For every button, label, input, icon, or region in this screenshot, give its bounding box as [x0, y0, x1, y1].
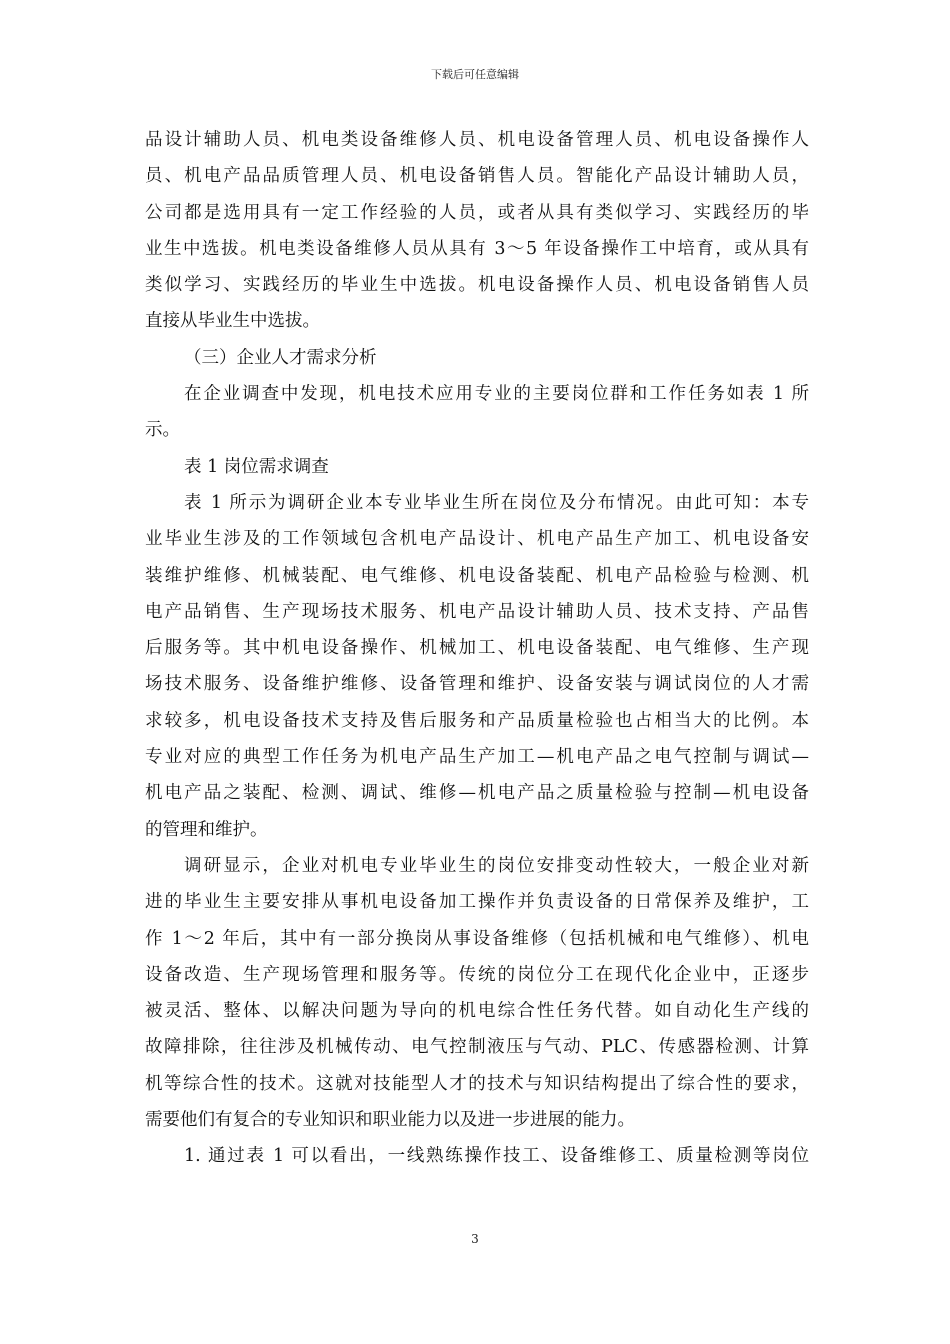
- text-line: 机等综合性的技术。这就对技能型人才的技术与知识结构提出了综合性的要求，: [145, 1073, 809, 1094]
- text-line: 专业对应的典型工作任务为机电产品生产加工—机电产品之电气控制与调试—: [145, 747, 809, 768]
- text-line: 需要他们有复合的专业知识和职业能力以及进一步进展的能力。: [145, 1110, 635, 1131]
- text-line: 设备改造、生产现场管理和服务等。传统的岗位分工在现代化企业中，正逐步: [145, 964, 809, 985]
- page-number: 3: [471, 1232, 479, 1246]
- text-line: 场技术服务、设备维护维修、设备管理和维护、设备安装与调试岗位的人才需: [145, 674, 809, 695]
- text-line: 机电产品之装配、检测、调试、维修—机电产品之质量检验与控制—机电设备: [145, 783, 809, 804]
- text-line: 公司都是选用具有一定工作经验的人员，或者从具有类似学习、实践经历的毕: [145, 202, 809, 223]
- text-line: 表 1 岗位需求调查: [184, 456, 329, 477]
- text-line: 装维护维修、机械装配、电气维修、机电设备装配、机电产品检验与检测、机: [145, 565, 809, 586]
- text-line: 电产品销售、生产现场技术服务、机电产品设计辅助人员、技术支持、产品售: [145, 601, 809, 622]
- text-line: 员、机电产品品质管理人员、机电设备销售人员。智能化产品设计辅助人员，: [145, 166, 809, 187]
- text-line: 类似学习、实践经历的毕业生中选拔。机电设备操作人员、机电设备销售人员: [145, 275, 809, 296]
- page-header: 下载后可任意编辑: [431, 68, 519, 81]
- text-line: 被灵活、整体、以解决问题为导向的机电综合性任务代替。如自动化生产线的: [145, 1001, 809, 1022]
- text-line: 品设计辅助人员、机电类设备维修人员、机电设备管理人员、机电设备操作人: [145, 130, 809, 150]
- text-line: 直接从毕业生中选拔。: [145, 311, 320, 332]
- text-line: 故障排除，往往涉及机械传动、电气控制液压与气动、PLC、传感器检测、计算: [145, 1037, 809, 1058]
- text-line: 1. 通过表 1 可以看出，一线熟练操作技工、设备维修工、质量检测等岗位: [184, 1146, 809, 1167]
- text-line: 作 1～2 年后，其中有一部分换岗从事设备维修（包括机械和电气维修）、机电: [145, 928, 809, 949]
- text-line: 进的毕业生主要安排从事机电设备加工操作并负责设备的日常保养及维护，工: [145, 892, 809, 913]
- text-line: 调研显示，企业对机电专业毕业生的岗位安排变动性较大，一般企业对新: [184, 855, 809, 876]
- text-line: 的管理和维护。: [145, 819, 268, 840]
- text-line: 在企业调查中发现，机电技术应用专业的主要岗位群和工作任务如表 1 所: [184, 384, 809, 405]
- text-line: 业生中选拔。机电类设备维修人员从具有 3～5 年设备操作工中培育，或从具有: [145, 238, 809, 259]
- text-line: 表 1 所示为调研企业本专业毕业生所在岗位及分布情况。由此可知：本专: [184, 492, 809, 513]
- text-line: 求较多，机电设备技术支持及售后服务和产品质量检验也占相当大的比例。本: [145, 710, 809, 731]
- text-line: 业毕业生涉及的工作领域包含机电产品设计、机电产品生产加工、机电设备安: [145, 529, 809, 550]
- text-line: （三）企业人才需求分析: [184, 347, 377, 368]
- text-line: 示。: [145, 420, 180, 441]
- text-line: 后服务等。其中机电设备操作、机械加工、机电设备装配、电气维修、生产现: [145, 638, 809, 659]
- document-body: [145, 122, 809, 1175]
